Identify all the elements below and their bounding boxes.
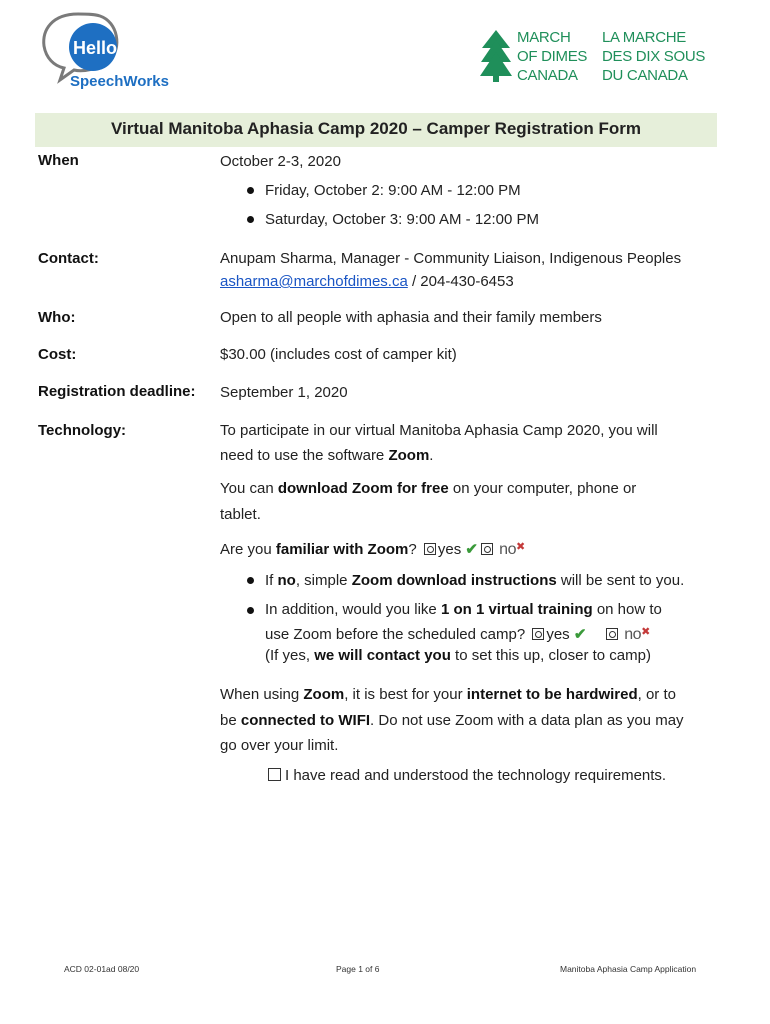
technology-label: Technology: — [38, 422, 127, 439]
cost-label: Cost: — [38, 346, 77, 363]
footer-doc-title: Manitoba Aphasia Camp Application — [560, 964, 697, 974]
zoom-familiar-yes-checkbox[interactable] — [424, 543, 436, 555]
ack-row — [268, 763, 666, 788]
when-label: When — [38, 152, 79, 169]
who-label: Who: — [38, 309, 76, 326]
x-mark-icon: ✖ — [515, 541, 526, 553]
form-title-bar — [35, 113, 717, 147]
tech-para2-line1: You can download Zoom for free on your computer, phone or — [220, 480, 637, 497]
form-title: Virtual Manitoba Aphasia Camp 2020 – Camper Registration Form — [111, 119, 641, 138]
logo-line-en-3: CANADA — [517, 67, 578, 84]
tech-para3-line1: When using Zoom, it is best for your internet to be hardwired, or to — [220, 686, 676, 703]
yes-label: yes — [546, 626, 570, 643]
training-yes-checkbox[interactable] — [532, 628, 544, 640]
when-item-1: Friday, October 2: 9:00 AM - 12:00 PM — [265, 182, 521, 199]
contact-email-link[interactable]: asharma@marchofdimes.ca — [220, 273, 408, 290]
tech-bullet-2-line2: use Zoom before the scheduled camp? yes ✔ no✖ — [265, 626, 651, 643]
x-mark-icon: ✖ — [641, 626, 651, 638]
who-value: Open to all people with aphasia and their family members — [220, 309, 602, 326]
when-value: October 2-3, 2020 — [220, 153, 341, 170]
cost-value: $30.00 (includes cost of camper kit) — [220, 346, 457, 363]
zoom-familiar-no-checkbox[interactable] — [481, 543, 493, 555]
ack-label: I have read and understood the technology requirements. — [285, 767, 667, 784]
bullet-dot — [247, 216, 254, 223]
contact-line2 — [220, 269, 514, 294]
ack-checkbox[interactable] — [268, 768, 281, 781]
logo-line-en-1: MARCH — [517, 29, 571, 46]
no-label: no — [499, 541, 516, 558]
checkmark-icon: ✔ — [465, 541, 478, 558]
tech-bullet-2-line3: (If yes, we will contact you to set this up, closer to camp) — [265, 647, 651, 664]
tech-para3-line2: be connected to WIFI. Do not use Zoom with a data plan as you may — [220, 712, 684, 729]
when-item-2: Saturday, October 3: 9:00 AM - 12:00 PM — [265, 211, 540, 228]
footer-doc-code: ACD 02-01ad 08/20 — [64, 964, 140, 974]
tech-para1-line2: need to use the software Zoom. — [220, 447, 434, 464]
bullet-dot — [247, 187, 254, 194]
tree-icon — [480, 28, 512, 84]
footer-page-number: Page 1 of 6 — [336, 964, 380, 974]
logo-line-fr-1: LA MARCHE — [602, 29, 686, 46]
march-of-dimes-logo — [480, 26, 720, 86]
bullet-dot — [247, 577, 254, 584]
contact-label: Contact: — [38, 250, 99, 267]
tech-para1-line1: To participate in our virtual Manitoba Aphasia Camp 2020, you will — [220, 422, 658, 439]
training-no-checkbox[interactable] — [606, 628, 618, 640]
logo-line-fr-2: DES DIX SOUS — [602, 48, 706, 65]
tech-para2-line2: tablet. — [220, 506, 261, 523]
deadline-value: September 1, 2020 — [220, 384, 348, 401]
tech-bullet-2-line1: In addition, would you like 1 on 1 virtual training on how to — [265, 601, 662, 618]
tech-para3-line3: go over your limit. — [220, 737, 339, 754]
deadline-label: Registration deadline: — [38, 383, 196, 400]
bullet-dot — [247, 607, 254, 614]
speechworks-logo — [38, 8, 188, 96]
contact-phone: / 204-430-6453 — [407, 273, 514, 290]
no-label: no — [624, 626, 642, 643]
hello-logo-text: Hello — [73, 38, 118, 58]
logo-line-en-2: OF DIMES — [517, 48, 588, 65]
checkmark-icon: ✔ — [573, 626, 587, 643]
zoom-familiar-question: Are you familiar with Zoom? yes ✔ no✖ — [220, 541, 526, 558]
contact-line1: Anupam Sharma, Manager - Community Liaison, Indigenous Peoples — [220, 250, 682, 267]
speechworks-logo-text: SpeechWorks — [70, 73, 169, 90]
yes-label: yes — [437, 541, 462, 558]
logo-line-fr-3: DU CANADA — [602, 67, 688, 84]
tech-bullet-1: If no, simple Zoom download instructions will be sent to you. — [265, 572, 685, 589]
